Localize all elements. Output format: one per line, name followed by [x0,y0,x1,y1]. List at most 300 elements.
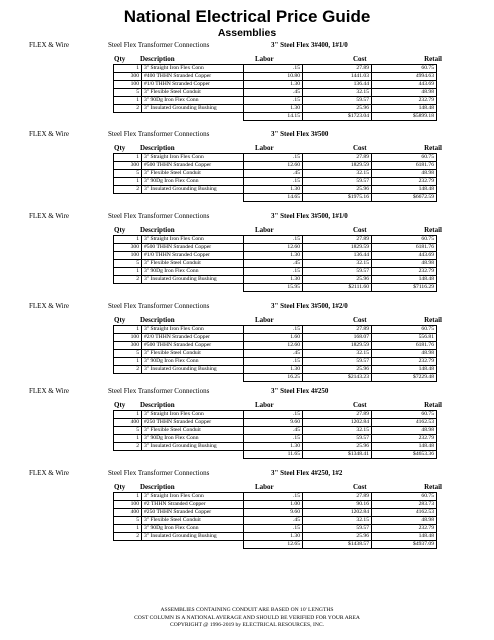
column-header-cost: Cost [353,483,367,491]
cell-labor: 1.30 [244,533,303,541]
total-cost: $1723.04 [303,113,372,121]
cell-qty: 5 [114,89,142,97]
cell-retail: 148.48 [372,105,437,113]
cell-description: 3" 90Dg Iron Flex Conn [142,435,244,443]
cell-retail: 60.75 [372,236,437,244]
cell-qty: 1 [114,411,142,419]
cell-cost: 32.15 [303,427,372,435]
total-cost: $2111.60 [303,284,372,292]
section-name: 3" Steel Flex 3#500, 1#2/0 [271,302,348,310]
cell-retail: 6181.76 [372,162,437,170]
cell-qty: 100 [114,334,142,342]
cell-description: #500 THHN Stranded Copper [142,342,244,350]
total-spacer [114,113,244,121]
cell-labor: 12.60 [244,162,303,170]
section-group: Steel Flex Transformer Connections [108,212,210,220]
cell-cost: 32.15 [303,170,372,178]
column-header-qty: Qty [114,226,126,234]
table-row [114,350,437,358]
total-row [114,284,437,292]
cell-cost: 59.57 [303,268,372,276]
section-header [0,210,494,224]
cell-labor: 1.30 [244,81,303,89]
cell-labor: 1.60 [244,334,303,342]
cell-qty: 1 [114,493,142,501]
cell-description: #1/0 THHN Stranded Copper [142,252,244,260]
column-header-retail: Retail [424,483,442,491]
cell-qty: 2 [114,105,142,113]
column-header-description: Description [140,316,175,324]
column-headers [0,314,494,325]
cell-qty: 100 [114,501,142,509]
cell-retail: 60.75 [372,65,437,73]
cell-cost: 27.89 [303,326,372,334]
cell-cost: 25.96 [303,186,372,194]
cell-retail: 148.48 [372,186,437,194]
cell-cost: 27.89 [303,493,372,501]
column-header-cost: Cost [353,226,367,234]
items-table [113,235,437,292]
cell-description: 3" Insulated Grounding Bushing [142,186,244,194]
table-row [114,509,437,517]
cell-qty: 5 [114,517,142,525]
cell-labor: .15 [244,326,303,334]
cell-description: #250 THHN Stranded Copper [142,509,244,517]
cell-cost: 90.16 [303,501,372,509]
cell-description: 3" 90Dg Iron Flex Conn [142,525,244,533]
column-header-description: Description [140,401,175,409]
cell-labor: 1.30 [244,252,303,260]
cell-description: #400 THHN Stranded Copper [142,73,244,81]
total-row [114,194,437,202]
cell-retail: 443.69 [372,81,437,89]
cell-cost: 1829.59 [303,162,372,170]
cell-cost: 59.57 [303,178,372,186]
assembly-section [0,128,494,202]
cell-qty: 1 [114,236,142,244]
cell-retail: 232.79 [372,178,437,186]
items-table [113,153,437,202]
total-retail: $7229.48 [372,374,437,382]
cell-qty: 2 [114,443,142,451]
cell-qty: 2 [114,276,142,284]
column-header-labor: Labor [255,55,274,63]
section-category: FLEX & Wire [29,302,70,310]
total-row [114,113,437,121]
table-row [114,65,437,73]
cell-description: 3" Insulated Grounding Bushing [142,533,244,541]
cell-qty: 1 [114,178,142,186]
section-category: FLEX & Wire [29,469,70,477]
cell-labor: 1.30 [244,443,303,451]
total-labor: 14.15 [244,113,303,121]
items-table [113,325,437,382]
table-row [114,170,437,178]
section-header [0,39,494,53]
table-row [114,517,437,525]
table-row [114,154,437,162]
items-table [113,410,437,459]
cell-description: 3" Flexible Steel Conduit [142,260,244,268]
cell-retail: 48.98 [372,89,437,97]
column-header-cost: Cost [353,401,367,409]
column-headers [0,481,494,492]
total-spacer [114,541,244,549]
cell-qty: 1 [114,268,142,276]
cell-retail: 60.75 [372,326,437,334]
column-headers [0,53,494,64]
table-row [114,268,437,276]
cell-labor: 1.30 [244,366,303,374]
cell-retail: 148.48 [372,276,437,284]
cell-labor: 12.60 [244,342,303,350]
section-category: FLEX & Wire [29,41,70,49]
cell-retail: 232.79 [372,358,437,366]
table-row [114,97,437,105]
column-header-description: Description [140,144,175,152]
column-header-labor: Labor [255,226,274,234]
cell-labor: 1.30 [244,186,303,194]
cell-cost: 27.89 [303,154,372,162]
cell-description: #500 THHN Stranded Copper [142,244,244,252]
cell-description: #2 THHN Stranded Copper [142,501,244,509]
cell-cost: 1202.84 [303,509,372,517]
cell-qty: 1 [114,525,142,533]
table-row [114,244,437,252]
cell-labor: 9.60 [244,419,303,427]
column-header-description: Description [140,226,175,234]
total-labor: 14.65 [244,194,303,202]
cell-qty: 300 [114,73,142,81]
cell-description: 3" Insulated Grounding Bushing [142,366,244,374]
total-retail: $5899.18 [372,113,437,121]
assembly-section [0,385,494,459]
cell-retail: 148.48 [372,366,437,374]
cell-qty: 100 [114,81,142,89]
total-labor: 12.65 [244,541,303,549]
section-name: 3" Steel Flex 3#400, 1#1/0 [271,41,348,49]
table-row [114,252,437,260]
column-header-labor: Labor [255,316,274,324]
section-header [0,128,494,142]
cell-description: #500 THHN Stranded Copper [142,162,244,170]
cell-labor: .15 [244,268,303,276]
cell-labor: .15 [244,236,303,244]
cell-description: 3" Flexible Steel Conduit [142,89,244,97]
cell-cost: 59.57 [303,358,372,366]
cell-qty: 400 [114,509,142,517]
column-header-labor: Labor [255,144,274,152]
column-headers [0,142,494,153]
cell-retail: 4162.53 [372,419,437,427]
cell-labor: .45 [244,89,303,97]
cell-qty: 300 [114,342,142,350]
cell-qty: 1 [114,358,142,366]
column-header-labor: Labor [255,483,274,491]
section-header [0,467,494,481]
table-row [114,334,437,342]
page-subtitle: Assemblies [217,27,277,39]
cell-labor: .15 [244,65,303,73]
cell-labor: .15 [244,411,303,419]
cell-description: #2/0 THHN Stranded Copper [142,334,244,342]
total-cost: $1348.41 [303,451,372,459]
cell-description: 3" Flexible Steel Conduit [142,517,244,525]
cell-labor: .15 [244,178,303,186]
cell-cost: 32.15 [303,350,372,358]
table-row [114,525,437,533]
cell-retail: 556.81 [372,334,437,342]
total-spacer [114,451,244,459]
cell-retail: 48.98 [372,427,437,435]
cell-cost: 25.96 [303,533,372,541]
cell-labor: .15 [244,358,303,366]
column-header-qty: Qty [114,55,126,63]
table-row [114,260,437,268]
column-header-cost: Cost [353,316,367,324]
section-category: FLEX & Wire [29,387,70,395]
column-header-description: Description [140,483,175,491]
cell-retail: 232.79 [372,97,437,105]
cell-labor: .45 [244,427,303,435]
total-labor: 15.95 [244,284,303,292]
cell-description: #250 THHN Stranded Copper [142,419,244,427]
cell-retail: 48.98 [372,517,437,525]
cell-retail: 6181.76 [372,244,437,252]
assembly-section [0,300,494,382]
cell-labor: .45 [244,517,303,525]
total-row [114,374,437,382]
table-row [114,89,437,97]
table-row [114,178,437,186]
column-header-qty: Qty [114,316,126,324]
cell-description: 3" Straight Iron Flex Conn [142,493,244,501]
cell-cost: 168.07 [303,334,372,342]
cell-labor: .15 [244,525,303,533]
cell-qty: 1 [114,97,142,105]
table-row [114,236,437,244]
cell-qty: 1 [114,65,142,73]
cell-qty: 5 [114,170,142,178]
cell-labor: 1.30 [244,105,303,113]
cell-cost: 59.57 [303,97,372,105]
cell-retail: 4994.63 [372,73,437,81]
section-name: 3" Steel Flex 3#500 [271,130,329,138]
section-category: FLEX & Wire [29,130,70,138]
table-row [114,366,437,374]
cell-qty: 2 [114,533,142,541]
table-row [114,326,437,334]
section-group: Steel Flex Transformer Connections [108,41,210,49]
section-name: 3" Steel Flex 4#250 [271,387,329,395]
cell-qty: 5 [114,427,142,435]
table-row [114,419,437,427]
cell-qty: 400 [114,419,142,427]
cell-retail: 60.75 [372,154,437,162]
cell-retail: 232.79 [372,435,437,443]
cell-qty: 2 [114,366,142,374]
total-retail: $4937.09 [372,541,437,549]
column-header-retail: Retail [424,55,442,63]
column-header-qty: Qty [114,401,126,409]
cell-retail: 443.69 [372,252,437,260]
cell-qty: 300 [114,244,142,252]
section-header [0,300,494,314]
cell-labor: .45 [244,350,303,358]
cell-qty: 300 [114,162,142,170]
cell-description: 3" Insulated Grounding Bushing [142,276,244,284]
column-header-retail: Retail [424,316,442,324]
total-spacer [114,374,244,382]
table-row [114,493,437,501]
cell-cost: 1202.84 [303,419,372,427]
cell-cost: 25.96 [303,276,372,284]
total-labor: 11.65 [244,451,303,459]
cell-cost: 32.15 [303,517,372,525]
total-row [114,451,437,459]
section-group: Steel Flex Transformer Connections [108,387,210,395]
cell-retail: 148.48 [372,443,437,451]
cell-cost: 59.57 [303,525,372,533]
cell-qty: 1 [114,435,142,443]
table-row [114,435,437,443]
cell-description: 3" Insulated Grounding Bushing [142,443,244,451]
column-header-qty: Qty [114,483,126,491]
column-header-retail: Retail [424,226,442,234]
total-retail: $4653.36 [372,451,437,459]
footer-line-conduit: ASSEMBLIES CONTAINING CONDUIT ARE BASED ON 10' LENGTHS [160,607,334,613]
cell-labor: 1.00 [244,501,303,509]
cell-labor: .45 [244,260,303,268]
section-group: Steel Flex Transformer Connections [108,302,210,310]
section-category: FLEX & Wire [29,212,70,220]
table-row [114,186,437,194]
cell-retail: 48.98 [372,170,437,178]
cell-description: 3" 90Dg Iron Flex Conn [142,358,244,366]
cell-description: 3" Straight Iron Flex Conn [142,154,244,162]
cell-qty: 2 [114,186,142,194]
table-row [114,276,437,284]
section-name: 3" Steel Flex 3#500, 1#1/0 [271,212,348,220]
total-spacer [114,194,244,202]
total-retail: $6672.59 [372,194,437,202]
total-row [114,541,437,549]
cell-labor: .15 [244,493,303,501]
column-header-cost: Cost [353,55,367,63]
cell-retail: 283.73 [372,501,437,509]
cell-retail: 60.75 [372,493,437,501]
column-header-labor: Labor [255,401,274,409]
table-row [114,73,437,81]
cell-cost: 136.44 [303,81,372,89]
cell-cost: 27.89 [303,236,372,244]
column-header-retail: Retail [424,144,442,152]
page-title: National Electrical Price Guide [123,7,371,26]
cell-labor: 1.30 [244,276,303,284]
column-headers [0,399,494,410]
cell-labor: .15 [244,154,303,162]
cell-description: 3" Flexible Steel Conduit [142,170,244,178]
assembly-section [0,39,494,121]
items-table [113,64,437,121]
cell-qty: 1 [114,326,142,334]
total-cost: $2143.23 [303,374,372,382]
cell-description: 3" Flexible Steel Conduit [142,427,244,435]
cell-retail: 232.79 [372,268,437,276]
cell-description: 3" Flexible Steel Conduit [142,350,244,358]
section-header [0,385,494,399]
cell-description: 3" Straight Iron Flex Conn [142,326,244,334]
section-group: Steel Flex Transformer Connections [108,469,210,477]
footer [0,607,494,630]
column-header-description: Description [140,55,175,63]
items-table [113,492,437,549]
column-headers [0,224,494,235]
cell-cost: 25.96 [303,443,372,451]
cell-cost: 27.89 [303,411,372,419]
table-row [114,427,437,435]
total-cost: $1438.57 [303,541,372,549]
footer-line-cost: COST COLUMN IS A NATIONAL AVERAGE AND SHOULD BE VERIFIED FOR YOUR AREA [134,614,360,621]
cell-cost: 27.89 [303,65,372,73]
total-labor: 16.25 [244,374,303,382]
cell-cost: 32.15 [303,89,372,97]
cell-labor: 12.60 [244,244,303,252]
section-name: 3" Steel Flex 4#250, 1#2 [271,469,343,477]
cell-description: 3" Insulated Grounding Bushing [142,105,244,113]
column-header-qty: Qty [114,144,126,152]
cell-qty: 5 [114,260,142,268]
table-row [114,162,437,170]
cell-labor: .15 [244,97,303,105]
total-spacer [114,284,244,292]
cell-labor: .45 [244,170,303,178]
table-row [114,358,437,366]
cell-qty: 1 [114,154,142,162]
cell-cost: 59.57 [303,435,372,443]
table-row [114,411,437,419]
table-row [114,533,437,541]
cell-retail: 6181.76 [372,342,437,350]
footer-line-copyright: COPYRIGHT @ 1996-2019 by ELECTRICAL RESOURCES, INC. [169,622,324,628]
cell-cost: 25.96 [303,105,372,113]
cell-cost: 25.96 [303,366,372,374]
cell-retail: 60.75 [372,411,437,419]
cell-cost: 1441.03 [303,73,372,81]
table-row [114,342,437,350]
cell-description: 3" Straight Iron Flex Conn [142,236,244,244]
cell-qty: 100 [114,252,142,260]
cell-description: 3" 90Dg Iron Flex Conn [142,178,244,186]
column-header-retail: Retail [424,401,442,409]
cell-description: #1/0 THHN Stranded Copper [142,81,244,89]
cell-retail: 48.98 [372,260,437,268]
cell-description: 3" 90Dg Iron Flex Conn [142,97,244,105]
total-retail: $7116.29 [372,284,437,292]
table-row [114,105,437,113]
assembly-section [0,210,494,292]
table-row [114,81,437,89]
assembly-section [0,467,494,549]
total-cost: $1975.16 [303,194,372,202]
cell-retail: 232.79 [372,525,437,533]
cell-cost: 1829.59 [303,342,372,350]
cell-labor: 9.60 [244,509,303,517]
column-header-cost: Cost [353,144,367,152]
cell-retail: 4162.53 [372,509,437,517]
cell-labor: 10.80 [244,73,303,81]
cell-qty: 5 [114,350,142,358]
